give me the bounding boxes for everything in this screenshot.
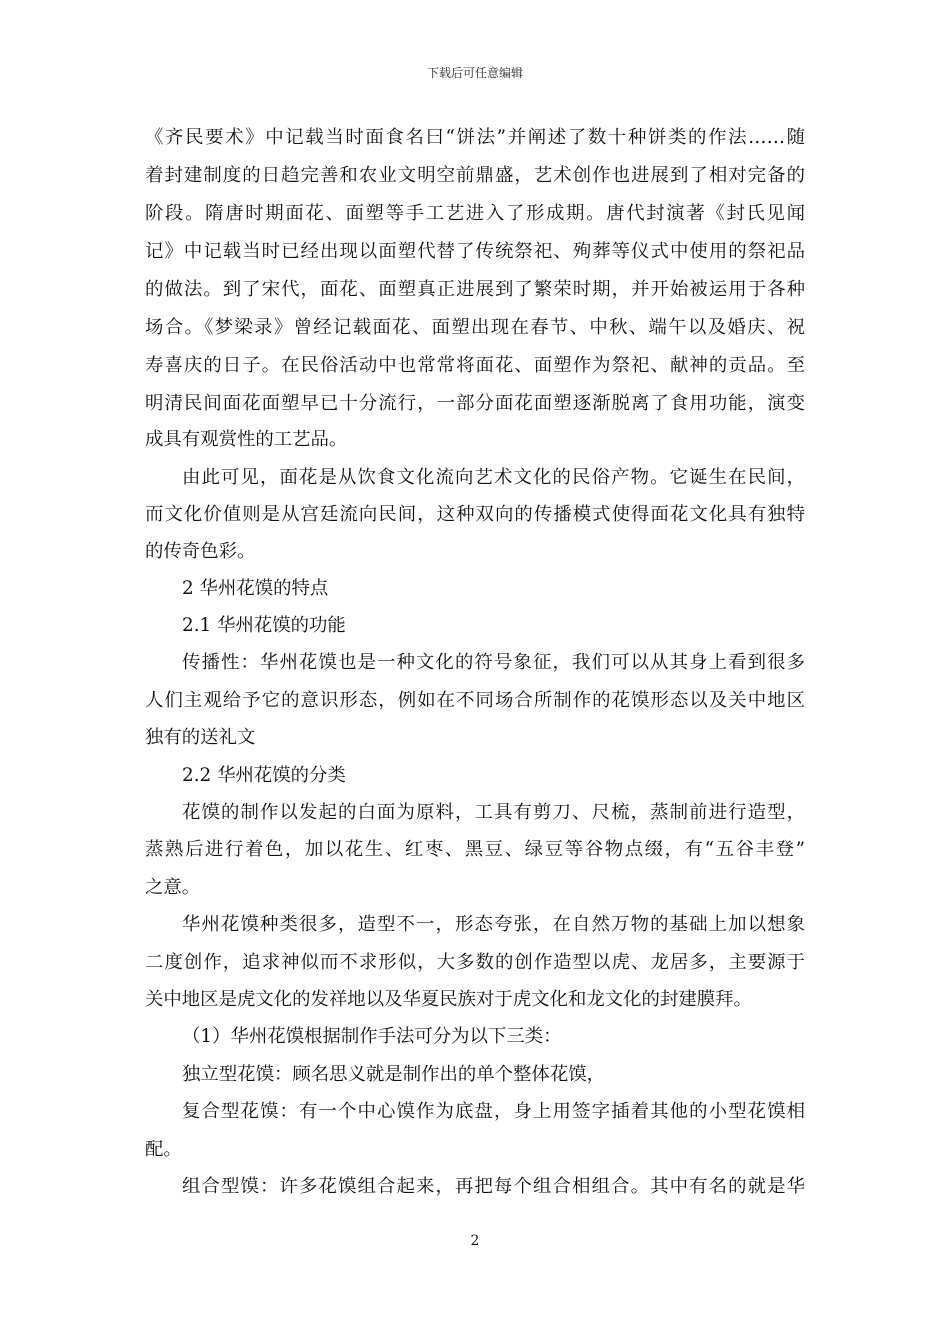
text-line: 蒸熟后进行着色，加以花生、红枣、黑豆、绿豆等谷物点缀，有“五谷丰登” [145,839,805,860]
text-line: 配。 [145,1139,182,1160]
section-heading: 2 华州花馍的特点 [182,578,329,599]
text-line: 独有的送礼文 [145,727,256,748]
text-line: 人们主观给予它的意识形态，例如在不同场合所制作的花馍形态以及关中地区 [145,690,805,711]
text-line: 由此可见，面花是从饮食文化流向艺术文化的民俗产物。它诞生在民间， [182,467,805,488]
text-line: 独立型花馍：顾名思义就是制作出的单个整体花馍， [182,1064,605,1085]
text-line: 而文化价值则是从宫廷流向民间，这种双向的传播模式使得面花文化具有独特 [145,504,805,525]
page-number: 2 [470,1233,480,1249]
text-line: 《齐民要术》中记载当时面食名曰“饼法”并阐述了数十种饼类的作法……随 [145,127,805,148]
text-line: 花馍的制作以发起的白面为原料，工具有剪刀、尺梳，蒸制前进行造型， [182,802,805,823]
text-line: 记》中记载当时已经出现以面塑代替了传统祭祀、殉葬等仪式中使用的祭祀品 [145,241,805,262]
text-line: 二度创作，追求神似而不求形似，大多数的创作造型以虎、龙居多，主要源于 [145,952,805,973]
subsection-heading: 2.2 华州花馍的分类 [182,765,346,786]
text-line: 复合型花馍：有一个中心馍作为底盘，身上用签字插着其他的小型花馍相 [182,1101,805,1122]
subsection-heading: 2.1 华州花馍的功能 [182,615,346,636]
text-line: 场合。《梦梁录》曾经记载面花、面塑出现在春节、中秋、端午以及婚庆、祝 [145,317,805,338]
text-line: 着封建制度的日趋完善和农业文明空前鼎盛，艺术创作也进展到了相对完备的 [145,165,805,186]
text-line: 关中地区是虎文化的发祥地以及华夏民族对于虎文化和龙文化的封建膜拜。 [145,989,752,1010]
text-line: 的传奇色彩。 [145,541,256,562]
text-line: 华州花馍种类很多，造型不一，形态夸张，在自然万物的基础上加以想象 [182,914,805,935]
list-heading: （1）华州花馍根据制作手法可分为以下三类： [182,1026,562,1047]
text-line: 阶段。隋唐时期面花、面塑等手工艺进入了形成期。唐代封演著《封氏见闻 [145,203,805,224]
page-header: 下载后可任意编辑 [426,66,523,80]
text-line: 组合型馍：许多花馍组合起来，再把每个组合相组合。其中有名的就是华 [182,1176,805,1197]
text-line: 的做法。到了宋代，面花、面塑真正进展到了繁荣时期，并开始被运用于各种 [145,279,805,300]
text-line: 之意。 [145,877,201,898]
text-line: 传播性：华州花馍也是一种文化的符号象征，我们可以从其身上看到很多 [182,652,805,673]
text-line: 成具有观赏性的工艺品。 [145,429,348,450]
text-line: 明清民间面花面塑早已十分流行，一部分面花面塑逐渐脱离了食用功能，演变 [145,393,805,414]
text-line: 寿喜庆的日子。在民俗活动中也常常将面花、面塑作为祭祀、献神的贡品。至 [145,355,805,376]
